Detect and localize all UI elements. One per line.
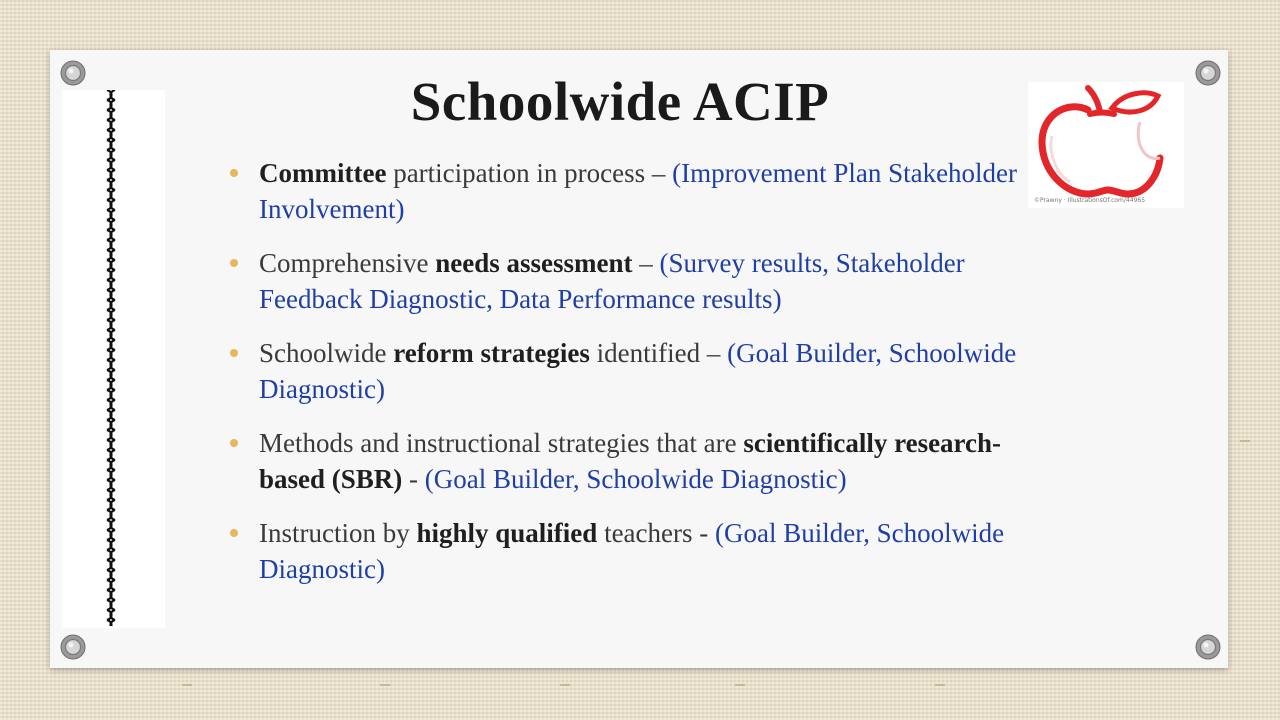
bullet-reference: (Goal Builder, Schoolwide Diagnostic) [424,464,847,494]
bullet-dot-icon [230,169,238,177]
slide-title: Schoolwide ACIP [410,71,830,132]
apple-logo [1028,82,1184,208]
bullet-text: Schoolwide [259,338,394,368]
bullet-keyword: needs assessment [435,248,633,278]
bullet-item [230,245,1020,317]
bullet-dot-icon [230,439,238,447]
bullet-list [230,155,1020,605]
bullet-reference: (Goal Builder, Schoolwide Diagnostic) [259,338,1017,404]
bullet-text: Instruction by [259,518,417,548]
pin-icon [1195,634,1221,660]
bullet-text: - [402,464,425,494]
bullet-item [230,515,1020,587]
bullet-keyword: Committee [259,158,387,188]
bullet-reference: (Goal Builder, Schoolwide Diagnostic) [259,518,1005,584]
bullet-text: – [632,248,660,278]
twisted-rope-icon [100,90,124,626]
logo-credit: ©Prawny · IllustrationsOf.com/44965 [1034,197,1146,204]
pin-icon [1195,60,1221,86]
bullet-keyword: reform strategies [393,338,590,368]
bullet-reference: (Improvement Plan Stakeholder Involvement) [259,158,1018,224]
bullet-text: Methods and instructional strategies that are [259,428,744,458]
bullet-dot-icon [230,259,238,267]
bullet-keyword: highly qualified [416,518,598,548]
bullet-keyword: scientifically research-based (SBR) [259,428,1002,494]
bullet-reference: (Survey results, Stakeholder Feedback Diagnostic, Data Performance results) [259,248,965,314]
bullet-item [230,335,1020,407]
bullet-text: teachers - [597,518,715,548]
bullet-text: Comprehensive [259,248,436,278]
pin-icon [60,60,86,86]
bullet-text: identified – [589,338,728,368]
pin-icon [60,634,86,660]
bullet-item [230,425,1020,497]
bullet-dot-icon [230,529,238,537]
bullet-item [230,155,1020,227]
apple-logo-icon [1028,82,1184,208]
bullet-dot-icon [230,349,238,357]
bullet-text: participation in process – [386,158,673,188]
